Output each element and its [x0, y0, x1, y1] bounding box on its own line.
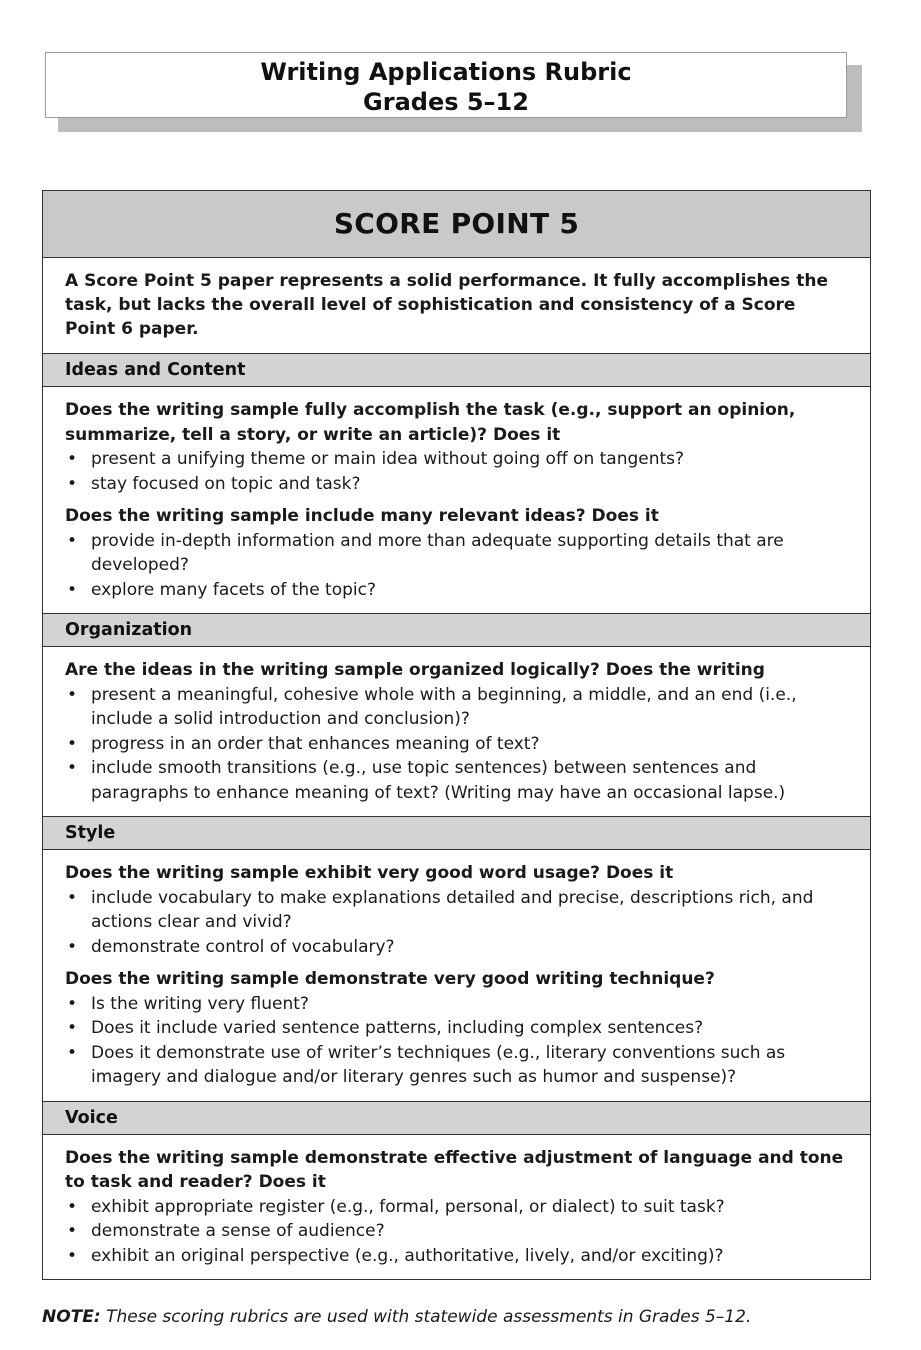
criteria-item: • progress in an order that enhances meaning of text? — [65, 732, 850, 757]
note-label: NOTE: — [42, 1307, 101, 1327]
question-block — [65, 861, 850, 959]
page-subtitle: Grades 5–12 — [363, 88, 529, 116]
criteria-item: • present a meaningful, cohesive whole with a beginning, a middle, and an end (i.e., include a solid introduction and conclusion)? — [65, 683, 850, 732]
section-body-ideas-and-content — [43, 387, 870, 614]
question-block — [65, 967, 850, 1090]
question-block — [65, 504, 850, 602]
score-point-intro: A Score Point 5 paper represents a solid performance. It fully accomplishes the task, but lacks the overall level of sophistication and consistency of a Score Point 6 paper. — [43, 258, 870, 354]
criteria-list — [65, 683, 850, 806]
criteria-list — [65, 992, 850, 1090]
criteria-item: • Does it demonstrate use of writer’s techniques (e.g., literary conventions such as imagery and dialogue and/or literary genres such as humor and suspense)? — [65, 1041, 850, 1090]
criteria-list — [65, 886, 850, 960]
question: Does the writing sample demonstrate effective adjustment of language and tone to task and reader? Does it — [65, 1147, 844, 1192]
question: Does the writing sample fully accomplish the task (e.g., support an opinion, summarize, tell a story, or write an article)? Does it — [65, 400, 796, 445]
criteria-item: • demonstrate control of vocabulary? — [65, 935, 850, 960]
rubric-table — [42, 190, 871, 1280]
criteria-item: • include vocabulary to make explanations detailed and precise, descriptions rich, and actions clear and vivid? — [65, 886, 850, 935]
section-header-ideas-and-content: Ideas and Content — [43, 354, 870, 387]
criteria-item: • Is the writing very fluent? — [65, 992, 850, 1017]
question-block — [65, 398, 850, 496]
title-box — [45, 52, 847, 118]
question-block — [65, 658, 850, 805]
criteria-item: • provide in-depth information and more than adequate supporting details that are developed? — [65, 529, 850, 578]
section-header-organization: Organization — [43, 614, 870, 647]
section-body-style — [43, 850, 870, 1102]
criteria-list — [65, 1195, 850, 1269]
question: Does the writing sample include many relevant ideas? Does it — [65, 506, 659, 526]
section-header-style: Style — [43, 817, 870, 850]
section-body-voice — [43, 1135, 870, 1280]
rubric-sections — [43, 354, 870, 1279]
footer-note — [42, 1305, 751, 1329]
question: Does the writing sample demonstrate very good writing technique? — [65, 969, 715, 989]
page-title: Writing Applications Rubric — [260, 58, 632, 86]
criteria-list — [65, 529, 850, 603]
section-header-voice: Voice — [43, 1102, 870, 1135]
criteria-item: • exhibit an original perspective (e.g., authoritative, lively, and/or exciting)? — [65, 1244, 850, 1269]
criteria-item: • explore many facets of the topic? — [65, 578, 850, 603]
section-body-organization — [43, 647, 870, 817]
criteria-item: • present a unifying theme or main idea without going off on tangents? — [65, 447, 850, 472]
criteria-item: • exhibit appropriate register (e.g., formal, personal, or dialect) to suit task? — [65, 1195, 850, 1220]
criteria-item: • demonstrate a sense of audience? — [65, 1219, 850, 1244]
criteria-item: • Does it include varied sentence patterns, including complex sentences? — [65, 1016, 850, 1041]
question-block — [65, 1146, 850, 1269]
note-text: These scoring rubrics are used with statewide assessments in Grades 5–12. — [106, 1307, 752, 1327]
criteria-item: • stay focused on topic and task? — [65, 472, 850, 497]
criteria-list — [65, 447, 850, 496]
question: Are the ideas in the writing sample organized logically? Does the writing — [65, 660, 765, 680]
score-point-header: SCORE POINT 5 — [43, 191, 870, 258]
criteria-item: • include smooth transitions (e.g., use topic sentences) between sentences and paragraphs to enhance meaning of text? (Writing may have an occasional lapse.) — [65, 756, 850, 805]
question: Does the writing sample exhibit very good word usage? Does it — [65, 863, 674, 883]
